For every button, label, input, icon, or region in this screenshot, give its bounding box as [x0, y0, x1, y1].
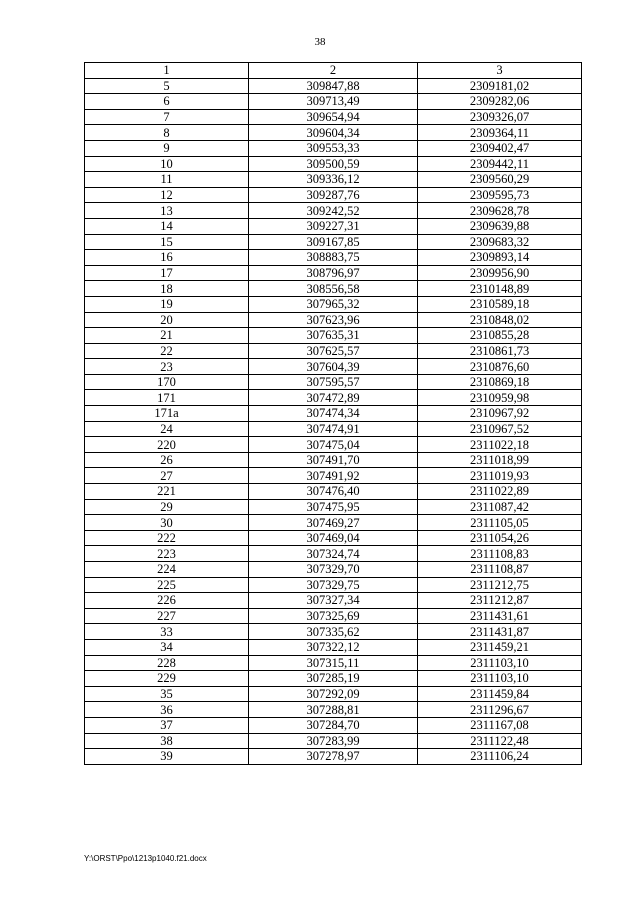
cell-x-coordinate: 309167,85 — [249, 234, 418, 250]
table-row — [85, 187, 582, 203]
cell-y-coordinate: 2311459,84 — [418, 686, 582, 702]
cell-y-coordinate: 2310959,98 — [418, 390, 582, 406]
cell-x-coordinate: 307285,19 — [249, 671, 418, 687]
coordinates-table — [84, 62, 582, 765]
cell-y-coordinate: 2309282,06 — [418, 94, 582, 110]
cell-point-number: 30 — [85, 515, 249, 531]
cell-x-coordinate: 307475,04 — [249, 437, 418, 453]
cell-y-coordinate: 2310967,52 — [418, 421, 582, 437]
table-row — [85, 468, 582, 484]
cell-x-coordinate: 307322,12 — [249, 639, 418, 655]
cell-x-coordinate: 307474,34 — [249, 406, 418, 422]
table-row — [85, 78, 582, 94]
cell-point-number: 33 — [85, 624, 249, 640]
cell-point-number: 171 — [85, 390, 249, 406]
cell-point-number: 18 — [85, 281, 249, 297]
cell-point-number: 21 — [85, 328, 249, 344]
cell-y-coordinate: 2311108,87 — [418, 562, 582, 578]
cell-x-coordinate: 308556,58 — [249, 281, 418, 297]
cell-point-number: 225 — [85, 577, 249, 593]
cell-y-coordinate: 2311022,18 — [418, 437, 582, 453]
cell-x-coordinate: 307288,81 — [249, 702, 418, 718]
cell-x-coordinate: 309500,59 — [249, 156, 418, 172]
cell-point-number: 38 — [85, 733, 249, 749]
cell-x-coordinate: 309336,12 — [249, 172, 418, 188]
table-row — [85, 484, 582, 500]
cell-y-coordinate: 2311018,99 — [418, 452, 582, 468]
cell-point-number: 228 — [85, 655, 249, 671]
cell-x-coordinate: 307475,95 — [249, 499, 418, 515]
cell-point-number: 11 — [85, 172, 249, 188]
cell-y-coordinate: 2311106,24 — [418, 749, 582, 765]
cell-point-number: 223 — [85, 546, 249, 562]
cell-y-coordinate: 2309893,14 — [418, 250, 582, 266]
table-row — [85, 749, 582, 765]
table-row — [85, 359, 582, 375]
cell-point-number: 26 — [85, 452, 249, 468]
table-row — [85, 109, 582, 125]
cell-point-number: 221 — [85, 484, 249, 500]
table-row — [85, 593, 582, 609]
table-row — [85, 562, 582, 578]
cell-x-coordinate: 309847,88 — [249, 78, 418, 94]
table-row — [85, 733, 582, 749]
cell-point-number: 6 — [85, 94, 249, 110]
cell-y-coordinate: 2311122,48 — [418, 733, 582, 749]
table-row — [85, 312, 582, 328]
cell-y-coordinate: 2311212,75 — [418, 577, 582, 593]
cell-point-number: 5 — [85, 78, 249, 94]
cell-y-coordinate: 2309683,32 — [418, 234, 582, 250]
table-row — [85, 655, 582, 671]
cell-x-coordinate: 307469,27 — [249, 515, 418, 531]
table-row — [85, 328, 582, 344]
cell-y-coordinate: 2310876,60 — [418, 359, 582, 375]
cell-x-coordinate: 307284,70 — [249, 717, 418, 733]
cell-point-number: 7 — [85, 109, 249, 125]
table-row — [85, 234, 582, 250]
cell-point-number: 24 — [85, 421, 249, 437]
cell-y-coordinate: 2309595,73 — [418, 187, 582, 203]
table-row — [85, 125, 582, 141]
cell-y-coordinate: 2309364,11 — [418, 125, 582, 141]
cell-y-coordinate: 2311431,87 — [418, 624, 582, 640]
table-row — [85, 140, 582, 156]
table-row — [85, 374, 582, 390]
table-row — [85, 624, 582, 640]
cell-point-number: 170 — [85, 374, 249, 390]
footer-file-path: Y:\ORST\Ppo\1213p1040.f21.docx — [84, 854, 207, 863]
cell-x-coordinate: 307965,32 — [249, 296, 418, 312]
table-header — [85, 63, 582, 79]
cell-x-coordinate: 309604,34 — [249, 125, 418, 141]
cell-x-coordinate: 307327,34 — [249, 593, 418, 609]
cell-y-coordinate: 2311054,26 — [418, 530, 582, 546]
table-row — [85, 218, 582, 234]
cell-x-coordinate: 307329,70 — [249, 562, 418, 578]
table-row — [85, 172, 582, 188]
cell-y-coordinate: 2310855,28 — [418, 328, 582, 344]
cell-point-number: 37 — [85, 717, 249, 733]
header-cell-x: 2 — [249, 63, 418, 79]
cell-x-coordinate: 307325,69 — [249, 608, 418, 624]
cell-y-coordinate: 2311108,83 — [418, 546, 582, 562]
table-row — [85, 717, 582, 733]
cell-point-number: 19 — [85, 296, 249, 312]
cell-point-number: 23 — [85, 359, 249, 375]
cell-y-coordinate: 2311105,05 — [418, 515, 582, 531]
table-row — [85, 281, 582, 297]
cell-y-coordinate: 2311022,89 — [418, 484, 582, 500]
cell-x-coordinate: 307491,92 — [249, 468, 418, 484]
cell-x-coordinate: 307491,70 — [249, 452, 418, 468]
table-row — [85, 406, 582, 422]
cell-x-coordinate: 307623,96 — [249, 312, 418, 328]
table-row — [85, 452, 582, 468]
cell-point-number: 14 — [85, 218, 249, 234]
table-row — [85, 203, 582, 219]
table-row — [85, 250, 582, 266]
cell-point-number: 229 — [85, 671, 249, 687]
cell-x-coordinate: 307625,57 — [249, 343, 418, 359]
cell-point-number: 34 — [85, 639, 249, 655]
table-row — [85, 639, 582, 655]
table-row — [85, 437, 582, 453]
cell-x-coordinate: 307476,40 — [249, 484, 418, 500]
table-row — [85, 686, 582, 702]
cell-y-coordinate: 2311103,10 — [418, 671, 582, 687]
cell-point-number: 224 — [85, 562, 249, 578]
cell-x-coordinate: 309242,52 — [249, 203, 418, 219]
page-number: 38 — [314, 36, 326, 48]
table-row — [85, 577, 582, 593]
cell-x-coordinate: 308883,75 — [249, 250, 418, 266]
cell-x-coordinate: 308796,97 — [249, 265, 418, 281]
table-row — [85, 515, 582, 531]
cell-y-coordinate: 2311103,10 — [418, 655, 582, 671]
header-cell-y: 3 — [418, 63, 582, 79]
cell-y-coordinate: 2309628,78 — [418, 203, 582, 219]
cell-x-coordinate: 307278,97 — [249, 749, 418, 765]
table-row — [85, 343, 582, 359]
table-row — [85, 390, 582, 406]
cell-y-coordinate: 2310967,92 — [418, 406, 582, 422]
table-row — [85, 265, 582, 281]
table-body — [85, 78, 582, 764]
cell-y-coordinate: 2311431,61 — [418, 608, 582, 624]
header-row — [85, 63, 582, 79]
cell-y-coordinate: 2311019,93 — [418, 468, 582, 484]
cell-point-number: 8 — [85, 125, 249, 141]
cell-x-coordinate: 307595,57 — [249, 374, 418, 390]
cell-y-coordinate: 2310869,18 — [418, 374, 582, 390]
cell-point-number: 171a — [85, 406, 249, 422]
cell-x-coordinate: 309287,76 — [249, 187, 418, 203]
cell-y-coordinate: 2309639,88 — [418, 218, 582, 234]
cell-y-coordinate: 2309956,90 — [418, 265, 582, 281]
table-row — [85, 608, 582, 624]
table-row — [85, 671, 582, 687]
cell-x-coordinate: 307604,39 — [249, 359, 418, 375]
cell-y-coordinate: 2309560,29 — [418, 172, 582, 188]
cell-x-coordinate: 307292,09 — [249, 686, 418, 702]
cell-y-coordinate: 2311296,67 — [418, 702, 582, 718]
cell-x-coordinate: 307329,75 — [249, 577, 418, 593]
cell-point-number: 22 — [85, 343, 249, 359]
cell-x-coordinate: 307315,11 — [249, 655, 418, 671]
table-row — [85, 94, 582, 110]
cell-point-number: 222 — [85, 530, 249, 546]
cell-point-number: 39 — [85, 749, 249, 765]
cell-y-coordinate: 2311212,87 — [418, 593, 582, 609]
cell-x-coordinate: 309553,33 — [249, 140, 418, 156]
cell-point-number: 227 — [85, 608, 249, 624]
cell-point-number: 15 — [85, 234, 249, 250]
cell-point-number: 16 — [85, 250, 249, 266]
cell-y-coordinate: 2310148,89 — [418, 281, 582, 297]
cell-y-coordinate: 2309181,02 — [418, 78, 582, 94]
cell-x-coordinate: 307283,99 — [249, 733, 418, 749]
table-row — [85, 499, 582, 515]
cell-y-coordinate: 2311459,21 — [418, 639, 582, 655]
cell-y-coordinate: 2309402,47 — [418, 140, 582, 156]
cell-x-coordinate: 307324,74 — [249, 546, 418, 562]
cell-point-number: 9 — [85, 140, 249, 156]
cell-y-coordinate: 2309326,07 — [418, 109, 582, 125]
cell-x-coordinate: 309654,94 — [249, 109, 418, 125]
cell-y-coordinate: 2310861,73 — [418, 343, 582, 359]
cell-y-coordinate: 2311087,42 — [418, 499, 582, 515]
cell-point-number: 220 — [85, 437, 249, 453]
cell-x-coordinate: 307335,62 — [249, 624, 418, 640]
cell-point-number: 27 — [85, 468, 249, 484]
header-cell-point: 1 — [85, 63, 249, 79]
cell-y-coordinate: 2310589,18 — [418, 296, 582, 312]
cell-point-number: 20 — [85, 312, 249, 328]
table-row — [85, 702, 582, 718]
cell-point-number: 226 — [85, 593, 249, 609]
table-row — [85, 546, 582, 562]
cell-y-coordinate: 2310848,02 — [418, 312, 582, 328]
table-row — [85, 530, 582, 546]
cell-x-coordinate: 309227,31 — [249, 218, 418, 234]
cell-x-coordinate: 307474,91 — [249, 421, 418, 437]
cell-point-number: 10 — [85, 156, 249, 172]
table-row — [85, 156, 582, 172]
table-row — [85, 296, 582, 312]
cell-x-coordinate: 307635,31 — [249, 328, 418, 344]
cell-x-coordinate: 309713,49 — [249, 94, 418, 110]
table-row — [85, 421, 582, 437]
cell-y-coordinate: 2311167,08 — [418, 717, 582, 733]
cell-x-coordinate: 307472,89 — [249, 390, 418, 406]
cell-point-number: 36 — [85, 702, 249, 718]
cell-point-number: 29 — [85, 499, 249, 515]
cell-x-coordinate: 307469,04 — [249, 530, 418, 546]
cell-point-number: 12 — [85, 187, 249, 203]
cell-point-number: 13 — [85, 203, 249, 219]
cell-y-coordinate: 2309442,11 — [418, 156, 582, 172]
cell-point-number: 35 — [85, 686, 249, 702]
cell-point-number: 17 — [85, 265, 249, 281]
